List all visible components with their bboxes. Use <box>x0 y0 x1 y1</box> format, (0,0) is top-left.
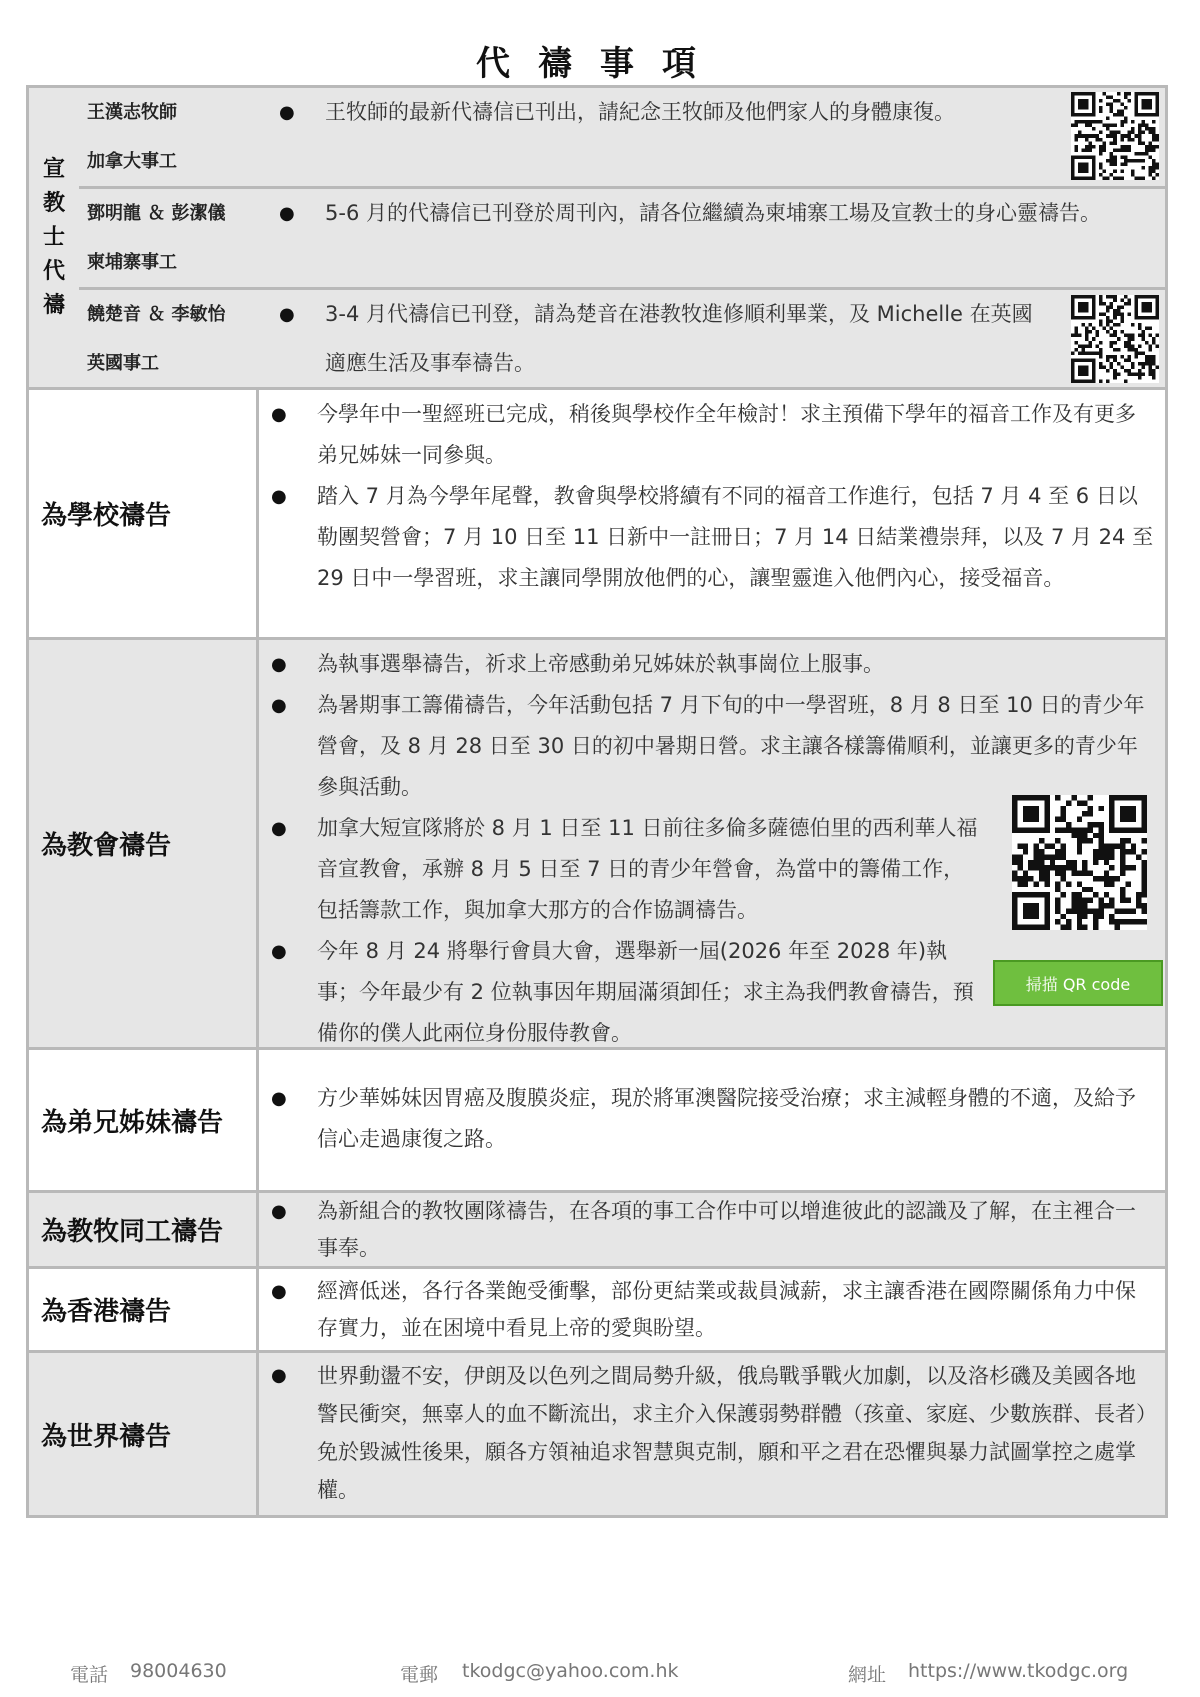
list-item: ● 經濟低迷，各行各業飽受衝擊，部份更結業或裁員減薪，求主讓香港在國際關係角力中保存實力，並在困境中看見上帝的愛與盼望。 <box>259 1273 1155 1347</box>
missionary-ministry: 柬埔寨事工 <box>87 252 177 273</box>
prayer-table <box>26 85 1168 1518</box>
web-value[interactable]: https://www.tkodgc.org <box>908 1660 1129 1682</box>
list-item: ● 今學年中一聖經班已完成，稍後與學校作全年檢討！求主預備下學年的福音工作及有更多弟兄姊妹一同參與。 <box>259 394 1155 476</box>
missionary-group <box>79 287 1165 390</box>
section-label: 為教會禱告 <box>29 640 259 1047</box>
section-members <box>29 1050 1165 1193</box>
missionary-group <box>79 186 1165 287</box>
missionary-vertical-label: 宣 教 士 代 禱 <box>42 156 65 318</box>
section-hongkong <box>29 1269 1165 1353</box>
list-item: ● 今年 8 月 24 將舉行會員大會，選舉新一屆(2026 年至 2028 年)執事；今年最少有 2 位執事因年期屆滿須卸任；求主為我們教會禱告，預備你的僕人此兩位身份服侍教會。 <box>259 931 1155 1054</box>
missionary-ministry: 英國事工 <box>87 353 159 374</box>
list-item: ● 5-6 月的代禱信已刊登於周刊內，請各位繼續為柬埔寨工場及宣教士的身心靈禱告。 <box>267 189 1155 238</box>
list-item: ● 世界動盪不安，伊朗及以色列之間局勢升級，俄烏戰爭戰火加劇，以及洛杉磯及美國各地警民衝突，無辜人的血不斷流出，求主介入保護弱勢群體（孩童、家庭、少數族群、長者）免於毀滅性後果，願各方領袖追求智慧與克制，願和平之君在恐懼與暴力試圖掌控之處掌權。 <box>259 1357 1155 1509</box>
list-item: ● 為暑期事工籌備禱告，今年活動包括 7 月下旬的中一學習班，8 月 8 日至 10 日的青少年營會，及 8 月 28 日至 30 日的初中暑期日營。求主讓各樣籌備順利，並讓更多的青少年參與活動。 <box>259 685 1155 808</box>
list-item: ● 3-4 月代禱信已刊登，請為楚音在港教牧進修順利畢業，及 Michelle 在英國適應生活及事奉禱告。 <box>267 290 1045 388</box>
list-item: ● 為新組合的教牧團隊禱告，在各項的事工合作中可以增進彼此的認識及了解，在主裡合一事奉。 <box>259 1193 1155 1267</box>
list-item: ● 方少華姊妹因胃癌及腹膜炎症，現於將軍澳醫院接受治療；求主減輕身體的不適，及給予信心走過康復之路。 <box>259 1078 1155 1160</box>
email-value[interactable]: tkodgc@yahoo.com.hk <box>462 1660 679 1682</box>
missionary-ministry: 加拿大事工 <box>87 151 177 172</box>
email-label: 電郵 <box>400 1664 439 1686</box>
section-label: 為學校禱告 <box>29 390 259 637</box>
web-label: 網址 <box>848 1664 887 1686</box>
section-world <box>29 1353 1165 1515</box>
section-label: 為弟兄姊妹禱告 <box>29 1050 259 1190</box>
missionary-groups <box>79 88 1165 387</box>
missionary-section <box>29 88 1165 390</box>
page-title: 代禱事項 <box>476 44 724 84</box>
qr-code-icon[interactable] <box>1071 92 1159 180</box>
phone-label: 電話 <box>70 1664 109 1686</box>
section-label: 為世界禱告 <box>29 1353 259 1515</box>
missionary-name: 鄧明龍 ＆ 彭潔儀 <box>87 203 226 224</box>
phone-value: 98004630 <box>130 1660 227 1682</box>
qr-code-icon[interactable] <box>1012 795 1147 930</box>
qr-code-icon[interactable] <box>1071 295 1159 383</box>
scan-qr-button[interactable]: 掃描 QR code <box>993 960 1163 1006</box>
section-staff <box>29 1193 1165 1269</box>
missionary-name: 王漢志牧師 <box>87 102 177 123</box>
list-item: ● 王牧師的最新代禱信已刊出，請紀念王牧師及他們家人的身體康復。 <box>267 88 1045 137</box>
list-item: ● 加拿大短宣隊將於 8 月 1 日至 11 日前往多倫多薩德伯里的西利華人福音宣教會，承辦 8 月 5 日至 7 日的青少年營會，為當中的籌備工作，包括籌款工作，與加拿大那方的合作協調禱告。 <box>259 808 1155 931</box>
missionary-group <box>79 88 1165 186</box>
section-school <box>29 390 1165 640</box>
section-label: 為教牧同工禱告 <box>29 1193 259 1266</box>
list-item: ● 為執事選舉禱告，祈求上帝感動弟兄姊妹於執事崗位上服事。 <box>259 644 1155 685</box>
section-label: 為香港禱告 <box>29 1269 259 1350</box>
missionary-name: 饒楚音 ＆ 李敏怡 <box>87 304 226 325</box>
list-item: ● 踏入 7 月為今學年尾聲，教會與學校將續有不同的福音工作進行，包括 7 月 4 至 6 日以勒團契營會；7 月 10 日至 11 日新中一註冊日；7 月 14 日結業禮崇拜，以及 7 月 24 至 29 日中一學習班，求主讓同學開放他們的心，讓聖靈進入他們內心，接受福音。 <box>259 476 1155 599</box>
